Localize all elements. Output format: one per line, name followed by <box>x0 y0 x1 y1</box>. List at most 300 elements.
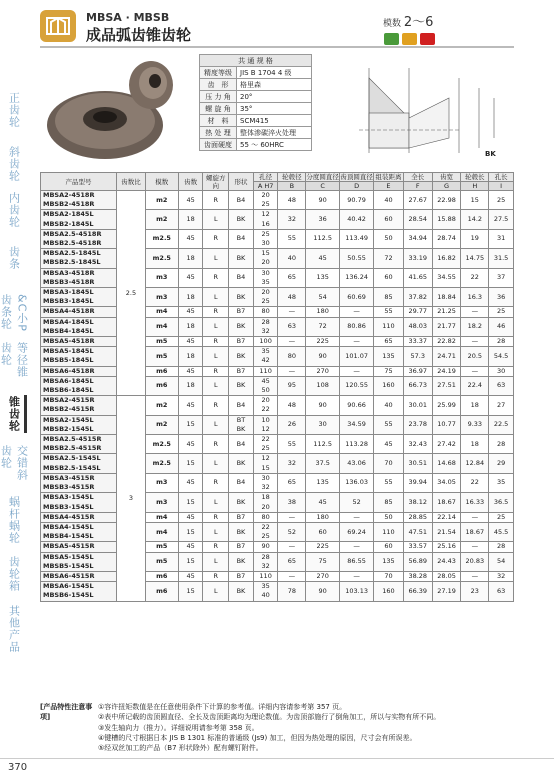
cell-f: 38.28 <box>403 571 432 581</box>
part-number: MBSA5-1845L MBSB5-1845L <box>41 347 117 366</box>
cell-c: 180 <box>306 512 340 522</box>
cell-z: 18 <box>178 249 203 268</box>
cell-h: 18.2 <box>461 317 489 336</box>
column-header: 齿顶圆直径 <box>340 173 373 181</box>
column-header: 齿数比 <box>117 173 146 191</box>
cell-g: 28.05 <box>432 571 461 581</box>
cell-m: m5 <box>145 542 178 552</box>
table-row <box>41 542 514 552</box>
part-number: MBSA5-4518R <box>41 337 117 347</box>
cell-m: m2.5 <box>145 435 178 454</box>
column-header: 组装距离 <box>375 173 402 181</box>
cell-a: 22 25 <box>253 522 278 541</box>
table-row <box>41 249 514 268</box>
cell-c: 75 <box>306 552 340 571</box>
cell-e: 160 <box>374 582 404 601</box>
spec-row <box>200 115 312 127</box>
cell-c: 225 <box>306 337 340 347</box>
cell-e: 50 <box>374 229 404 248</box>
cell-shape: BK <box>229 454 254 473</box>
cell-g: 25.99 <box>432 396 461 415</box>
cell-dir: R <box>203 307 229 317</box>
cell-z: 18 <box>178 376 203 395</box>
column-letter: C <box>306 182 340 191</box>
cell-m: m6 <box>145 366 178 376</box>
cell-dir: R <box>203 473 229 492</box>
cell-h: 14.2 <box>461 210 489 229</box>
cell-e: 110 <box>374 522 404 541</box>
note-item: ①容许扭矩数值是在任意使用条件下计算的参考值。详细内容请参考第 357 页。 <box>98 703 347 711</box>
cell-i: 31 <box>489 229 514 248</box>
part-number: MBSA3-1545L MBSB3-1545L <box>41 493 117 512</box>
cell-dir: L <box>203 582 229 601</box>
spec-key: 螺 旋 角 <box>200 103 237 115</box>
cell-shape: B4 <box>229 473 254 492</box>
cell-e: 65 <box>374 337 404 347</box>
side-nav-item[interactable]: 锥齿轮 <box>0 395 27 433</box>
cell-h: — <box>461 337 489 347</box>
cell-dir: R <box>203 191 229 210</box>
cell-c: 30 <box>306 415 340 434</box>
cell-b: — <box>278 542 306 552</box>
cell-e: 135 <box>374 552 404 571</box>
cell-g: 27.51 <box>432 376 461 395</box>
cell-d: — <box>340 571 374 581</box>
cell-shape: B7 <box>229 542 254 552</box>
side-nav-item[interactable]: &C小P齿条轮 <box>0 294 29 332</box>
cell-i: 45.5 <box>489 522 514 541</box>
table-row <box>41 366 514 376</box>
cell-g: 21.54 <box>432 522 461 541</box>
cell-c: 45 <box>306 493 340 512</box>
cell-i: 35 <box>489 473 514 492</box>
table-row <box>41 317 514 336</box>
cell-dir: L <box>203 288 229 307</box>
cell-dir: R <box>203 268 229 287</box>
cell-i: 63 <box>489 582 514 601</box>
cell-f: 38.12 <box>403 493 432 512</box>
cell-dir: L <box>203 493 229 512</box>
cell-i: 36 <box>489 288 514 307</box>
cell-z: 45 <box>178 337 203 347</box>
cell-a: 35 40 <box>253 582 278 601</box>
side-nav-item[interactable]: 齿条 <box>7 246 21 270</box>
cell-b: 65 <box>278 473 306 492</box>
cell-m: m2 <box>145 396 178 415</box>
part-number: MBSA2-1845L MBSB2-1845L <box>41 210 117 229</box>
cell-b: 40 <box>278 249 306 268</box>
column-header: 模数 <box>145 173 178 191</box>
cell-g: 24.43 <box>432 552 461 571</box>
cell-d: 120.55 <box>340 376 374 395</box>
cell-b: — <box>278 307 306 317</box>
cell-a: 80 <box>253 307 278 317</box>
cell-g: 21.25 <box>432 307 461 317</box>
module-range <box>383 11 433 30</box>
dimension-drawing <box>339 58 514 158</box>
column-letter: F <box>403 182 432 191</box>
cell-z: 45 <box>178 542 203 552</box>
spec-value: SCM415 <box>237 115 312 127</box>
side-nav-item[interactable]: 斜齿轮 <box>7 146 21 182</box>
cell-c: 180 <box>306 307 340 317</box>
spec-header: 共 通 规 格 <box>200 55 312 67</box>
feature-badges <box>384 33 435 45</box>
column-header: 轮毂径 <box>278 173 306 182</box>
spec-value: 55 ～ 60HRC <box>237 139 312 151</box>
cell-shape: BK <box>229 347 254 366</box>
gear-ratio: 2.5 <box>117 191 146 396</box>
cell-m: m3 <box>145 268 178 287</box>
cell-m: m2.5 <box>145 229 178 248</box>
page-title: 成品弧齿锥齿轮 <box>86 26 192 44</box>
module-range-value: 2～6 <box>403 15 434 30</box>
cell-dir: R <box>203 435 229 454</box>
spec-value: 20° <box>237 91 312 103</box>
cell-b: 48 <box>278 288 306 307</box>
cell-i: 25 <box>489 191 514 210</box>
cell-h: — <box>461 512 489 522</box>
cell-f: 33.57 <box>403 542 432 552</box>
cell-c: 90 <box>306 347 340 366</box>
cell-d: 90.79 <box>340 191 374 210</box>
cell-d: — <box>340 307 374 317</box>
cell-b: — <box>278 366 306 376</box>
cell-dir: R <box>203 366 229 376</box>
cell-shape: BK <box>229 376 254 395</box>
cell-c: 135 <box>306 473 340 492</box>
cell-d: 40.42 <box>340 210 374 229</box>
cell-m: m4 <box>145 512 178 522</box>
cell-c: 90 <box>306 582 340 601</box>
cell-shape: B7 <box>229 307 254 317</box>
cell-i: 27 <box>489 396 514 415</box>
cell-g: 18.84 <box>432 288 461 307</box>
cell-b: 32 <box>278 454 306 473</box>
cell-dir: L <box>203 376 229 395</box>
cell-i: 30 <box>489 366 514 376</box>
cell-z: 15 <box>178 552 203 571</box>
cell-m: m2.5 <box>145 249 178 268</box>
cell-h: — <box>461 571 489 581</box>
cell-i: 31.5 <box>489 249 514 268</box>
notes-section <box>40 702 520 753</box>
cell-z: 18 <box>178 317 203 336</box>
cell-f: 36.97 <box>403 366 432 376</box>
common-spec-table <box>199 54 312 151</box>
cell-shape: B4 <box>229 229 254 248</box>
part-number: MBSA6-4515R <box>41 571 117 581</box>
cell-h: 19 <box>461 229 489 248</box>
spiral-bevel-gear-image <box>43 55 193 165</box>
cell-h: 18 <box>461 396 489 415</box>
cell-a: 15 20 <box>253 249 278 268</box>
cell-dir: L <box>203 317 229 336</box>
cell-d: 113.28 <box>340 435 374 454</box>
cell-f: 28.85 <box>403 512 432 522</box>
spec-value: 35° <box>237 103 312 115</box>
cell-a: 28 32 <box>253 552 278 571</box>
cell-f: 39.94 <box>403 473 432 492</box>
cell-dir: R <box>203 512 229 522</box>
side-nav-item[interactable]: 内齿轮 <box>7 192 21 228</box>
note-item: ⑤经双丝加工的产品（B7 形状除外）配有螺钉附件。 <box>98 744 263 753</box>
cell-z: 15 <box>178 415 203 434</box>
cell-e: 70 <box>374 571 404 581</box>
column-letter: G <box>432 182 461 191</box>
column-letter: E <box>374 182 404 191</box>
cell-e: 110 <box>374 317 404 336</box>
cell-f: 48.03 <box>403 317 432 336</box>
table-row <box>41 229 514 248</box>
cell-shape: BK <box>229 210 254 229</box>
cell-b: 78 <box>278 582 306 601</box>
part-number: MBSA4-4518R <box>41 307 117 317</box>
cell-i: 22.5 <box>489 415 514 434</box>
cell-f: 23.78 <box>403 415 432 434</box>
cell-m: m4 <box>145 522 178 541</box>
cell-h: 16.33 <box>461 493 489 512</box>
hardened-badge-icon <box>402 33 417 45</box>
cell-h: — <box>461 307 489 317</box>
cell-h: 9.33 <box>461 415 489 434</box>
cell-g: 34.05 <box>432 473 461 492</box>
cell-shape: BK <box>229 317 254 336</box>
part-number: MBSA2.5-1845L MBSB2.5-1845L <box>41 249 117 268</box>
footer-divider <box>0 758 554 759</box>
cell-c: 112.5 <box>306 435 340 454</box>
spec-row <box>200 103 312 115</box>
part-number: MBSA4-1845L MBSB4-1845L <box>41 317 117 336</box>
cell-h: 23 <box>461 582 489 601</box>
page-number: 370 <box>8 762 28 773</box>
spec-value: JIS B 1704 4 级 <box>237 67 312 79</box>
column-header: 齿宽 <box>432 173 461 182</box>
cell-a: 22 25 <box>253 435 278 454</box>
cell-f: 47.51 <box>403 522 432 541</box>
cell-a: 110 <box>253 366 278 376</box>
cell-m: m2 <box>145 415 178 434</box>
cell-m: m6 <box>145 582 178 601</box>
part-number: MBSA6-1545L MBSB6-1545L <box>41 582 117 601</box>
cell-shape: B4 <box>229 268 254 287</box>
cell-z: 45 <box>178 268 203 287</box>
spec-key: 齿面硬度 <box>200 139 237 151</box>
cell-g: 34.55 <box>432 268 461 287</box>
cell-i: 25 <box>489 512 514 522</box>
cell-b: 52 <box>278 522 306 541</box>
cell-a: 30 35 <box>253 268 278 287</box>
cell-a: 30 32 <box>253 473 278 492</box>
cell-d: 69.24 <box>340 522 374 541</box>
cell-h: 20.5 <box>461 347 489 366</box>
column-header: 全长 <box>403 173 432 182</box>
spec-row <box>200 91 312 103</box>
cell-h: — <box>461 542 489 552</box>
part-number: MBSA3-1845L MBSB3-1845L <box>41 288 117 307</box>
side-nav-item[interactable]: 交错斜齿轮 <box>0 445 29 481</box>
column-letter: B <box>278 182 306 191</box>
side-nav-item[interactable]: 正齿轮 <box>7 92 21 128</box>
cell-dir: R <box>203 542 229 552</box>
note-item: ④键槽的尺寸根据日本 JIS B 1301 标准的普通级 (Js9) 加工，但因为热处理的原因，尺寸会有所误差。 <box>98 733 417 742</box>
cell-shape: B4 <box>229 396 254 415</box>
cell-z: 45 <box>178 366 203 376</box>
cell-d: 34.59 <box>340 415 374 434</box>
cell-h: 15 <box>461 191 489 210</box>
cell-e: 60 <box>374 542 404 552</box>
cell-g: 27.19 <box>432 582 461 601</box>
part-number: MBSA2-4518R MBSB2-4518R <box>41 191 117 210</box>
spec-key: 压 力 角 <box>200 91 237 103</box>
table-row <box>41 268 514 287</box>
spec-key: 材 料 <box>200 115 237 127</box>
cell-dir: L <box>203 347 229 366</box>
cell-b: — <box>278 571 306 581</box>
part-number: MBSA2.5-4518R MBSB2.5-4518R <box>41 229 117 248</box>
cell-dir: R <box>203 396 229 415</box>
cell-b: — <box>278 512 306 522</box>
note-item: ②表中所记载的齿顶圆直径、全长及齿顶距离均为理论数值。为齿顶部施行了倒角加工，所以与实物有所不同。 <box>98 713 441 722</box>
cell-e: 85 <box>374 288 404 307</box>
cell-dir: L <box>203 210 229 229</box>
cell-g: 15.88 <box>432 210 461 229</box>
cell-m: m5 <box>145 337 178 347</box>
cell-f: 34.94 <box>403 229 432 248</box>
cell-g: 10.77 <box>432 415 461 434</box>
cell-g: 28.74 <box>432 229 461 248</box>
cell-i: 54.5 <box>489 347 514 366</box>
table-row <box>41 552 514 571</box>
cell-f: 32.43 <box>403 435 432 454</box>
cell-b: 32 <box>278 210 306 229</box>
cell-m: m3 <box>145 288 178 307</box>
spec-value: 格里森 <box>237 79 312 91</box>
table-row <box>41 493 514 512</box>
cell-d: 43.06 <box>340 454 374 473</box>
cell-i: 29 <box>489 454 514 473</box>
column-header: 齿数 <box>178 173 203 191</box>
table-row <box>41 582 514 601</box>
table-row <box>41 454 514 473</box>
cell-d: 52 <box>340 493 374 512</box>
cell-g: 22.98 <box>432 191 461 210</box>
part-number: MBSA2.5-4515R MBSB2.5-4515R <box>41 435 117 454</box>
cell-f: 28.54 <box>403 210 432 229</box>
cell-m: m4 <box>145 317 178 336</box>
cell-a: 45 50 <box>253 376 278 395</box>
column-header: 孔径 <box>253 173 278 182</box>
part-number: MBSA6-4518R <box>41 366 117 376</box>
table-row <box>41 337 514 347</box>
cell-a: 80 <box>253 512 278 522</box>
table-row <box>41 522 514 541</box>
part-number: MBSA2-1545L MBSB2-1545L <box>41 415 117 434</box>
side-nav-item[interactable]: 其他产品 <box>7 605 21 653</box>
cell-dir: R <box>203 571 229 581</box>
column-letter: A H7 <box>253 182 278 191</box>
cell-i: 36.5 <box>489 493 514 512</box>
side-nav-item[interactable]: 等径锥齿轮 <box>0 342 29 378</box>
cell-d: 113.49 <box>340 229 374 248</box>
cell-c: 225 <box>306 542 340 552</box>
cell-b: 26 <box>278 415 306 434</box>
cell-f: 33.19 <box>403 249 432 268</box>
cell-f: 27.67 <box>403 191 432 210</box>
cell-f: 66.73 <box>403 376 432 395</box>
cell-i: 27.5 <box>489 210 514 229</box>
cell-e: 50 <box>374 512 404 522</box>
side-nav-item[interactable]: 齿轮箱 <box>7 556 21 592</box>
cell-i: 32 <box>489 571 514 581</box>
cell-m: m5 <box>145 552 178 571</box>
cell-m: m3 <box>145 473 178 492</box>
cell-z: 15 <box>178 582 203 601</box>
rohs-badge-icon <box>384 33 399 45</box>
cell-z: 45 <box>178 571 203 581</box>
cell-d: 80.86 <box>340 317 374 336</box>
cell-a: 90 <box>253 542 278 552</box>
cell-g: 21.77 <box>432 317 461 336</box>
table-row <box>41 473 514 492</box>
part-number: MBSA4-1545L MBSB4-1545L <box>41 522 117 541</box>
cell-f: 33.37 <box>403 337 432 347</box>
cell-c: 37.5 <box>306 454 340 473</box>
cell-a: 20 25 <box>253 191 278 210</box>
cell-i: 28 <box>489 337 514 347</box>
cell-shape: BK <box>229 582 254 601</box>
table-row <box>41 347 514 366</box>
cell-i: 63 <box>489 376 514 395</box>
cell-h: 18 <box>461 435 489 454</box>
cell-c: 54 <box>306 288 340 307</box>
cell-m: m6 <box>145 376 178 395</box>
cell-c: 90 <box>306 191 340 210</box>
cell-h: 20.83 <box>461 552 489 571</box>
cell-d: 101.07 <box>340 347 374 366</box>
cell-c: 60 <box>306 522 340 541</box>
cell-z: 18 <box>178 288 203 307</box>
cell-shape: BK <box>229 288 254 307</box>
spec-key: 齿 形 <box>200 79 237 91</box>
cell-e: 70 <box>374 454 404 473</box>
cell-d: 103.13 <box>340 582 374 601</box>
spec-row <box>200 67 312 79</box>
cell-shape: B4 <box>229 435 254 454</box>
part-number: MBSA2.5-1545L MBSB2.5-1545L <box>41 454 117 473</box>
spec-value: 整体渗碳淬火处理 <box>237 127 312 139</box>
cell-i: 37 <box>489 268 514 287</box>
cell-b: 63 <box>278 317 306 336</box>
cell-z: 18 <box>178 347 203 366</box>
cell-d: 60.69 <box>340 288 374 307</box>
cell-z: 45 <box>178 191 203 210</box>
cell-g: 16.82 <box>432 249 461 268</box>
side-nav-item[interactable]: 蜗杆蜗轮 <box>7 496 21 544</box>
cell-b: — <box>278 337 306 347</box>
cell-e: 40 <box>374 396 404 415</box>
cell-c: 112.5 <box>306 229 340 248</box>
module-label: 模数 <box>383 19 402 29</box>
spec-row <box>200 127 312 139</box>
gear-logo-icon <box>45 14 71 38</box>
cell-b: 55 <box>278 229 306 248</box>
cell-h: 22 <box>461 473 489 492</box>
cell-h: — <box>461 366 489 376</box>
cell-dir: L <box>203 522 229 541</box>
cell-a: 28 32 <box>253 317 278 336</box>
gear-ratio: 3 <box>117 396 146 601</box>
